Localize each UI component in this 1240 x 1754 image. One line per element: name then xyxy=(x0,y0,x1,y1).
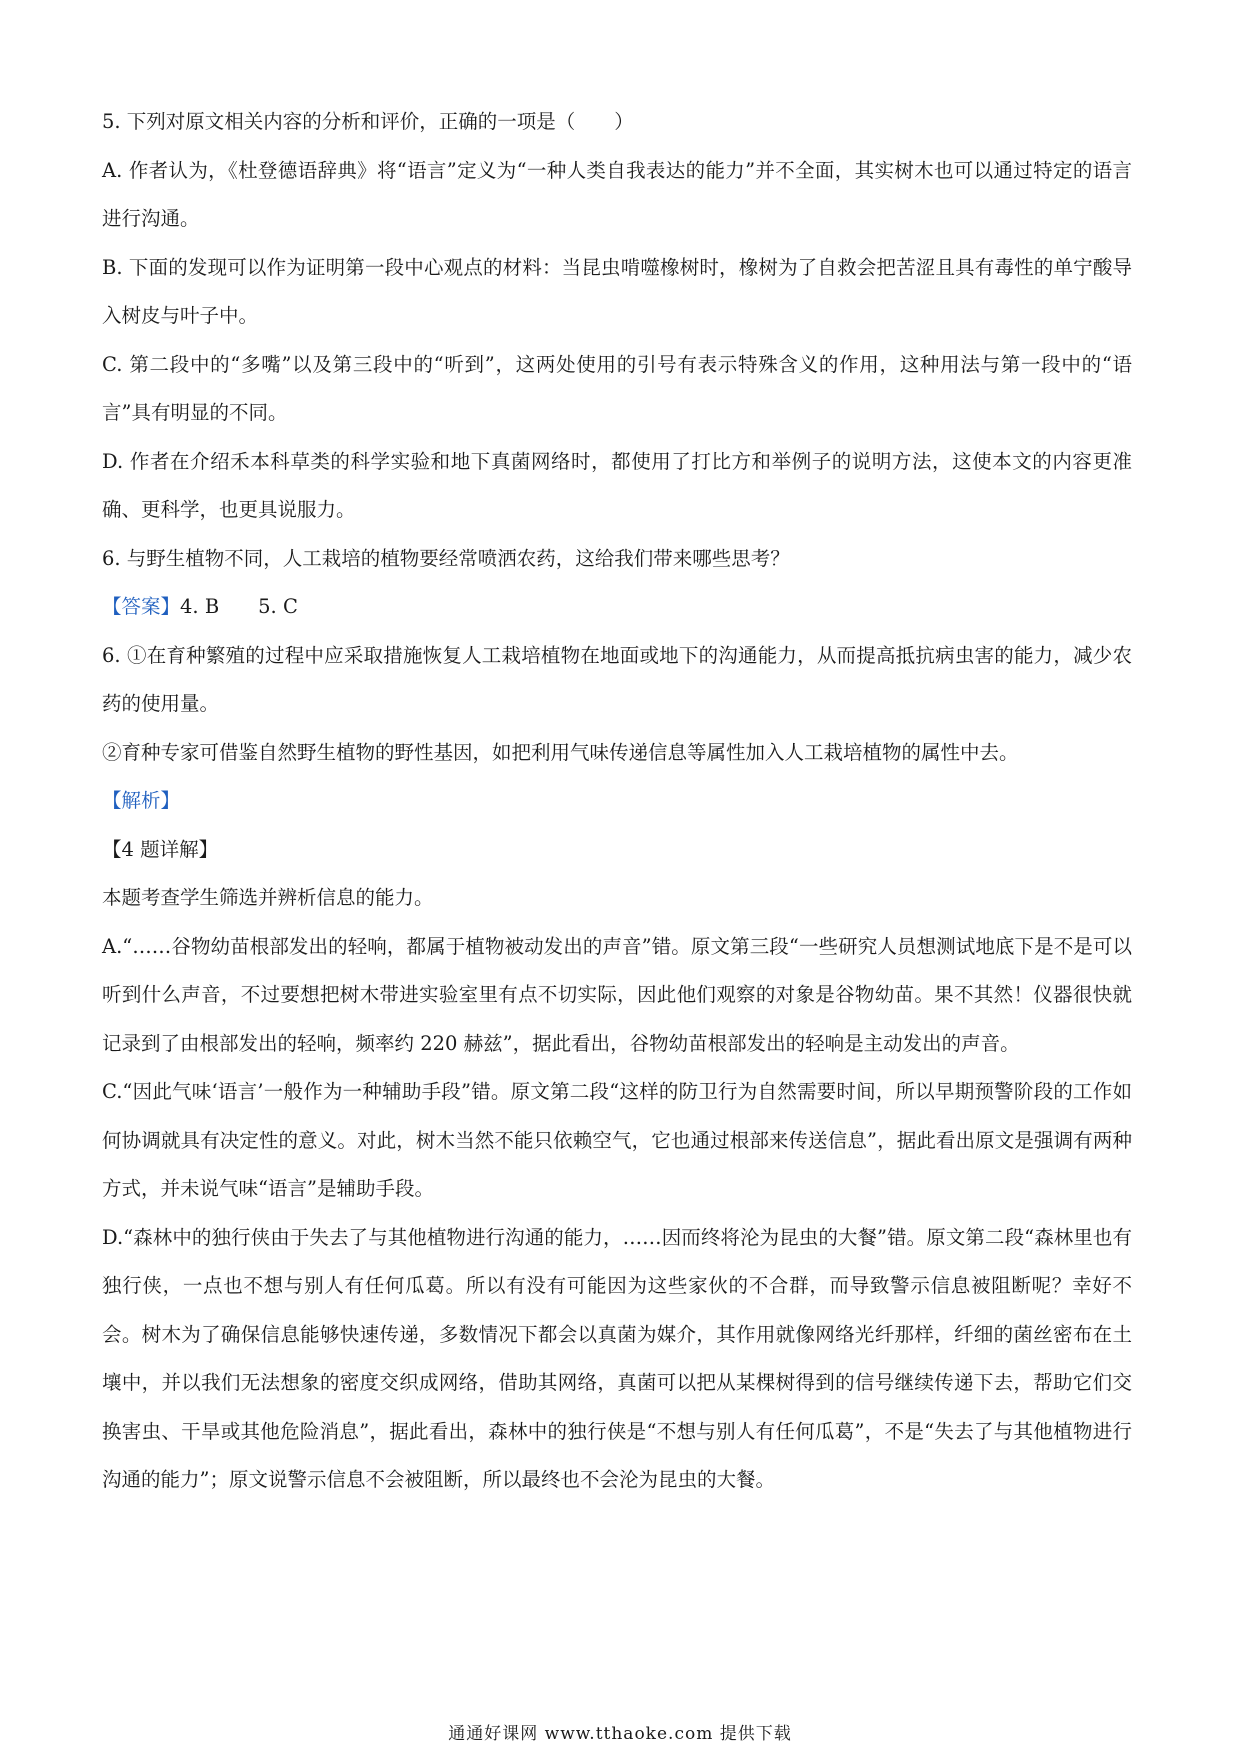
answer-line xyxy=(102,583,1132,632)
q4-detail-option-d: D.“森林中的独行侠由于失去了与其他植物进行沟通的能力，……因而终将沦为昆虫的大餐”错。原文第二段“森林里也有独行侠，一点也不想与别人有任何瓜葛。所以有没有可能因为这些家伙的不合群，而导致警示信息被阻断呢？幸好不会。树木为了确保信息能够快速传递，多数情况下都会以真菌为媒介，其作用就像网络光纤那样，纤细的菌丝密布在土壤中，并以我们无法想象的密度交织成网络，借助其网络，真菌可以把从某棵树得到的信号继续传递下去，帮助它们交换害虫、干旱或其他危险消息”，据此看出，森林中的独行侠是“不想与别人有任何瓜葛”，不是“失去了与其他植物进行沟通的能力”；原文说警示信息不会被阻断，所以最终也不会沦为昆虫的大餐。 xyxy=(102,1225,1132,1491)
page-footer: 通通好课网 www.tthaoke.com 提供下载 xyxy=(448,1724,792,1744)
document-page xyxy=(102,98,1132,1505)
q4-detail-option-c: C.“因此气味‘语言’一般作为一种辅助手段”错。原文第二段“这样的防卫行为自然需要时间，所以早期预警阶段的工作如何协调就具有决定性的意义。对此，树木当然不能只依赖空气，它也通过根部来传送信息”，据此看出原文是强调有两种方式，并未说气味“语言”是辅助手段。 xyxy=(102,1080,1132,1200)
question-5-stem: 5. 下列对原文相关内容的分析和评价，正确的一项是（ ） xyxy=(102,110,634,133)
answer-q6-point-1: 6. ①在育种繁殖的过程中应采取措施恢复人工栽培植物在地面或地下的沟通能力，从而提高抵抗病虫害的能力，减少农药的使用量。 xyxy=(102,643,1132,715)
question-6-stem: 6. 与野生植物不同，人工栽培的植物要经常喷洒农药，这给我们带来哪些思考？ xyxy=(102,546,790,570)
question-5-option-b: B. 下面的发现可以作为证明第一段中心观点的材料：当昆虫啃噬橡树时，橡树为了自救会把苦涩且具有毒性的单宁酸导入树皮与叶子中。 xyxy=(102,255,1132,327)
answer-q6-point-2: ②育种专家可借鉴自然野生植物的野性基因，如把利用气味传递信息等属性加入人工栽培植物的属性中去。 xyxy=(102,740,1019,764)
q4-detail-intro: 本题考查学生筛选并辨析信息的能力。 xyxy=(102,886,434,909)
q4-detail-heading: 【4 题详解】 xyxy=(102,837,219,861)
question-5-option-d: D. 作者在介绍禾本科草类的科学实验和地下真菌网络时，都使用了打比方和举例子的说明方法，这使本文的内容更准确、更科学，也更具说服力。 xyxy=(102,449,1132,521)
answer-tag: 【答案】 xyxy=(102,595,181,618)
answer-text: 4. B 5. C xyxy=(180,595,298,618)
analysis-tag: 【解析】 xyxy=(102,789,181,812)
question-5-option-a: A. 作者认为，《杜登德语辞典》将“语言”定义为“一种人类自我表达的能力”并不全面，其实树木也可以通过特定的语言进行沟通。 xyxy=(102,158,1132,230)
question-5-option-c: C. 第二段中的“多嘴”以及第三段中的“听到”，这两处使用的引号有表示特殊含义的作用，这种用法与第一段中的“语言”具有明显的不同。 xyxy=(102,352,1132,424)
q4-detail-option-a: A.“……谷物幼苗根部发出的轻响，都属于植物被动发出的声音”错。原文第三段“一些研究人员想测试地底下是不是可以听到什么声音，不过要想把树木带进实验室里有点不切实际，因此他们观察的对象是谷物幼苗。果不其然！仪器很快就记录到了由根部发出的轻响，频率约 220 赫兹”，据此看出，谷物幼苗根部发出的轻响是主动发出的声音。 xyxy=(102,934,1132,1055)
